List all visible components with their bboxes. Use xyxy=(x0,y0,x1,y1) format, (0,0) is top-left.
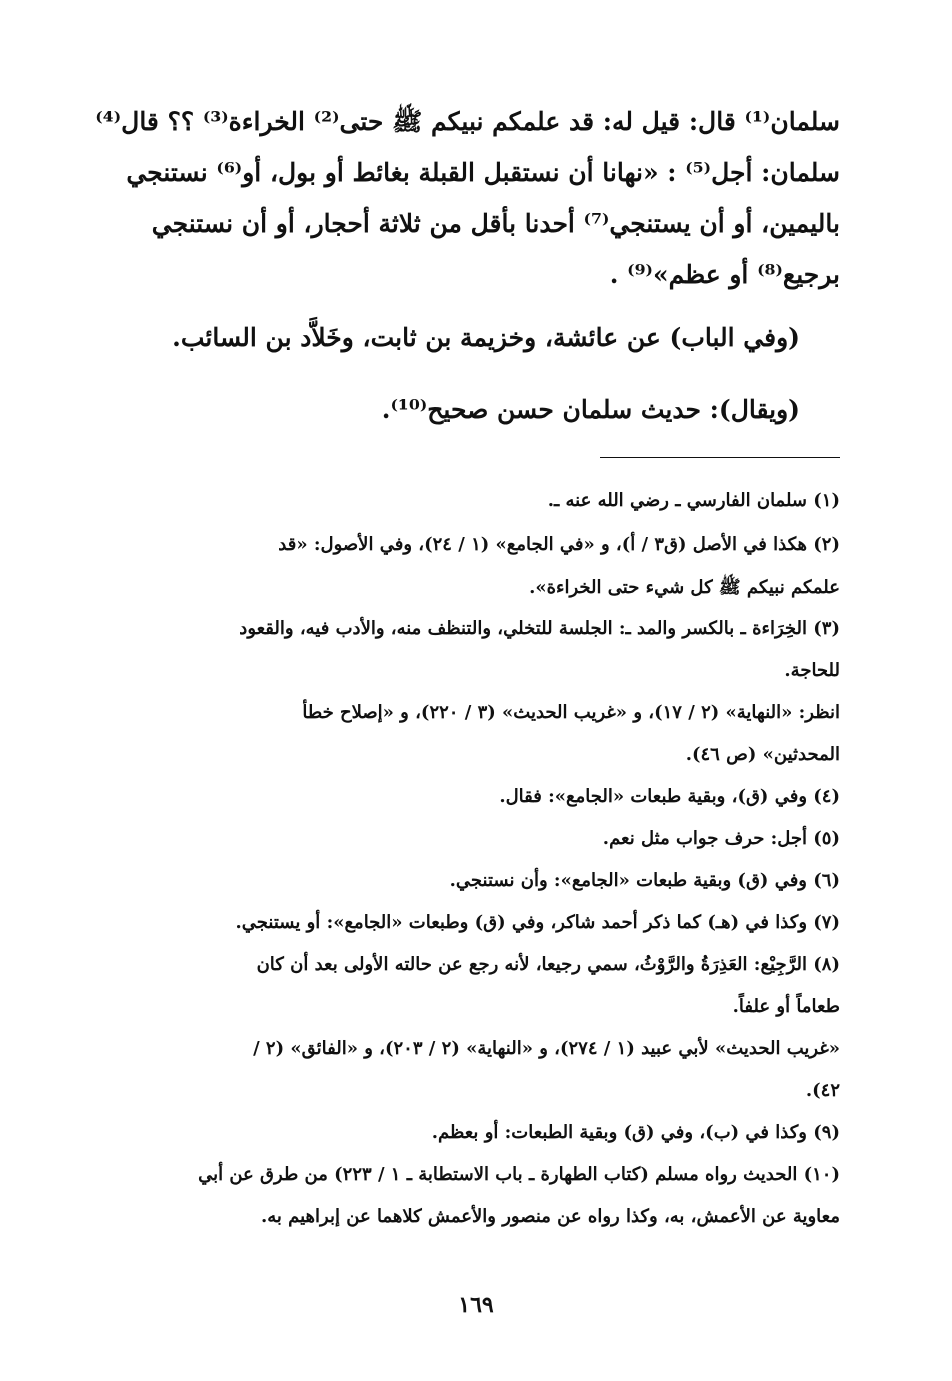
footnote-3-ref-line-2: المحدثين» (ص ٤٦). xyxy=(685,744,840,765)
footnote-3-ref-line-1: انظر: «النهاية» (٢ / ١٧)، و «غريب الحديث» (٣ / ٢٢٠)، و «إصلاح خطأ xyxy=(302,702,840,723)
footnote-2-line-1: (٢) هكذا في الأصل (ق٣ / أ)، و «في الجامع» (١ / ٢٤)، وفي الأصول: «قد xyxy=(278,534,840,555)
footnote-divider xyxy=(600,457,840,458)
footnote-1: (١) سلمان الفارسي ـ رضي الله عنه ـ. xyxy=(547,490,840,511)
footnote-3-line-2: للحاجة. xyxy=(784,660,840,681)
qala-line: (ويقال): حديث سلمان حسن صحيح⁽¹⁰⁾. xyxy=(381,395,800,424)
main-line-2: سلمان: أجل⁽⁵⁾ : «نهانا أن نستقبل القبلة بغائط أو بول، أو⁽⁶⁾ نستنجي xyxy=(126,158,840,187)
main-text xyxy=(95,96,840,300)
footnote-3-line-1: (٣) الخِرَاءة ـ بالكسر والمد ـ: الجلسة للتخلي، والتنظف منه، والأدب فيه، والقعود xyxy=(239,618,840,639)
main-line-3: باليمين، أو أن يستنجي⁽⁷⁾ أحدنا بأقل من ثلاثة أحجار، أو أن نستنجي xyxy=(151,209,840,238)
footnote-4: (٤) وفي (ق)، وبقية طبعات «الجامع»: فقال. xyxy=(499,786,840,807)
footnote-10-line-2: معاوية عن الأعمش، به، وكذا رواه عن منصور والأعمش كلاهما عن إبراهيم به. xyxy=(260,1206,840,1227)
bab-line: (وفي الباب) عن عائشة، وخزيمة بن ثابت، وخَلاَّد بن السائب. xyxy=(172,323,800,352)
footnote-9: (٩) وكذا في (ب)، وفي (ق) وبقية الطبعات: أو بعظم. xyxy=(431,1122,840,1143)
page-number: ١٦٩ xyxy=(458,1292,494,1318)
main-line-4: برجيع⁽⁸⁾ أو عظم»⁽⁹⁾ . xyxy=(609,260,840,289)
footnote-2-line-2: علمكم نبيكم ﷺ كل شيء حتى الخراءة». xyxy=(529,577,840,598)
footnote-8-ref-line-2: ٤٢). xyxy=(805,1080,840,1101)
main-line-1: سلمان⁽¹⁾ قال: قيل له: قد علمكم نبيكم ﷺ حتى⁽²⁾ الخراءة⁽³⁾ ؟؟ قال⁽⁴⁾ xyxy=(95,107,840,136)
footnote-6: (٦) وفي (ق) وبقية طبعات «الجامع»: وأن نستنجي. xyxy=(449,870,840,891)
footnote-8-line-2: طعاماً أو علفاً. xyxy=(732,996,840,1017)
footnote-8-ref-line-1: «غريب الحديث» لأبي عبيد (١ / ٢٧٤)، و «النهاية» (٢ / ٢٠٣)، و «الفائق» (٢ / xyxy=(253,1038,840,1059)
footnote-8-line-1: (٨) الرَّجِيْع: العَذِرَةُ والرَّوْثُ، سمي رجيعا، لأنه رجع عن حالته الأولى بعد أن كان xyxy=(256,954,840,975)
footnote-10-line-1: (١٠) الحديث رواه مسلم (كتاب الطهارة ـ باب الاستطابة ـ ١ / ٢٢٣) من طرق عن أبي xyxy=(198,1164,840,1185)
footnote-7: (٧) وكذا في (هـ) كما ذكر أحمد شاكر، وفي (ق) وطبعات «الجامع»: أو يستنجي. xyxy=(235,912,840,933)
footnote-5: (٥) أجل: حرف جواب مثل نعم. xyxy=(602,828,840,849)
